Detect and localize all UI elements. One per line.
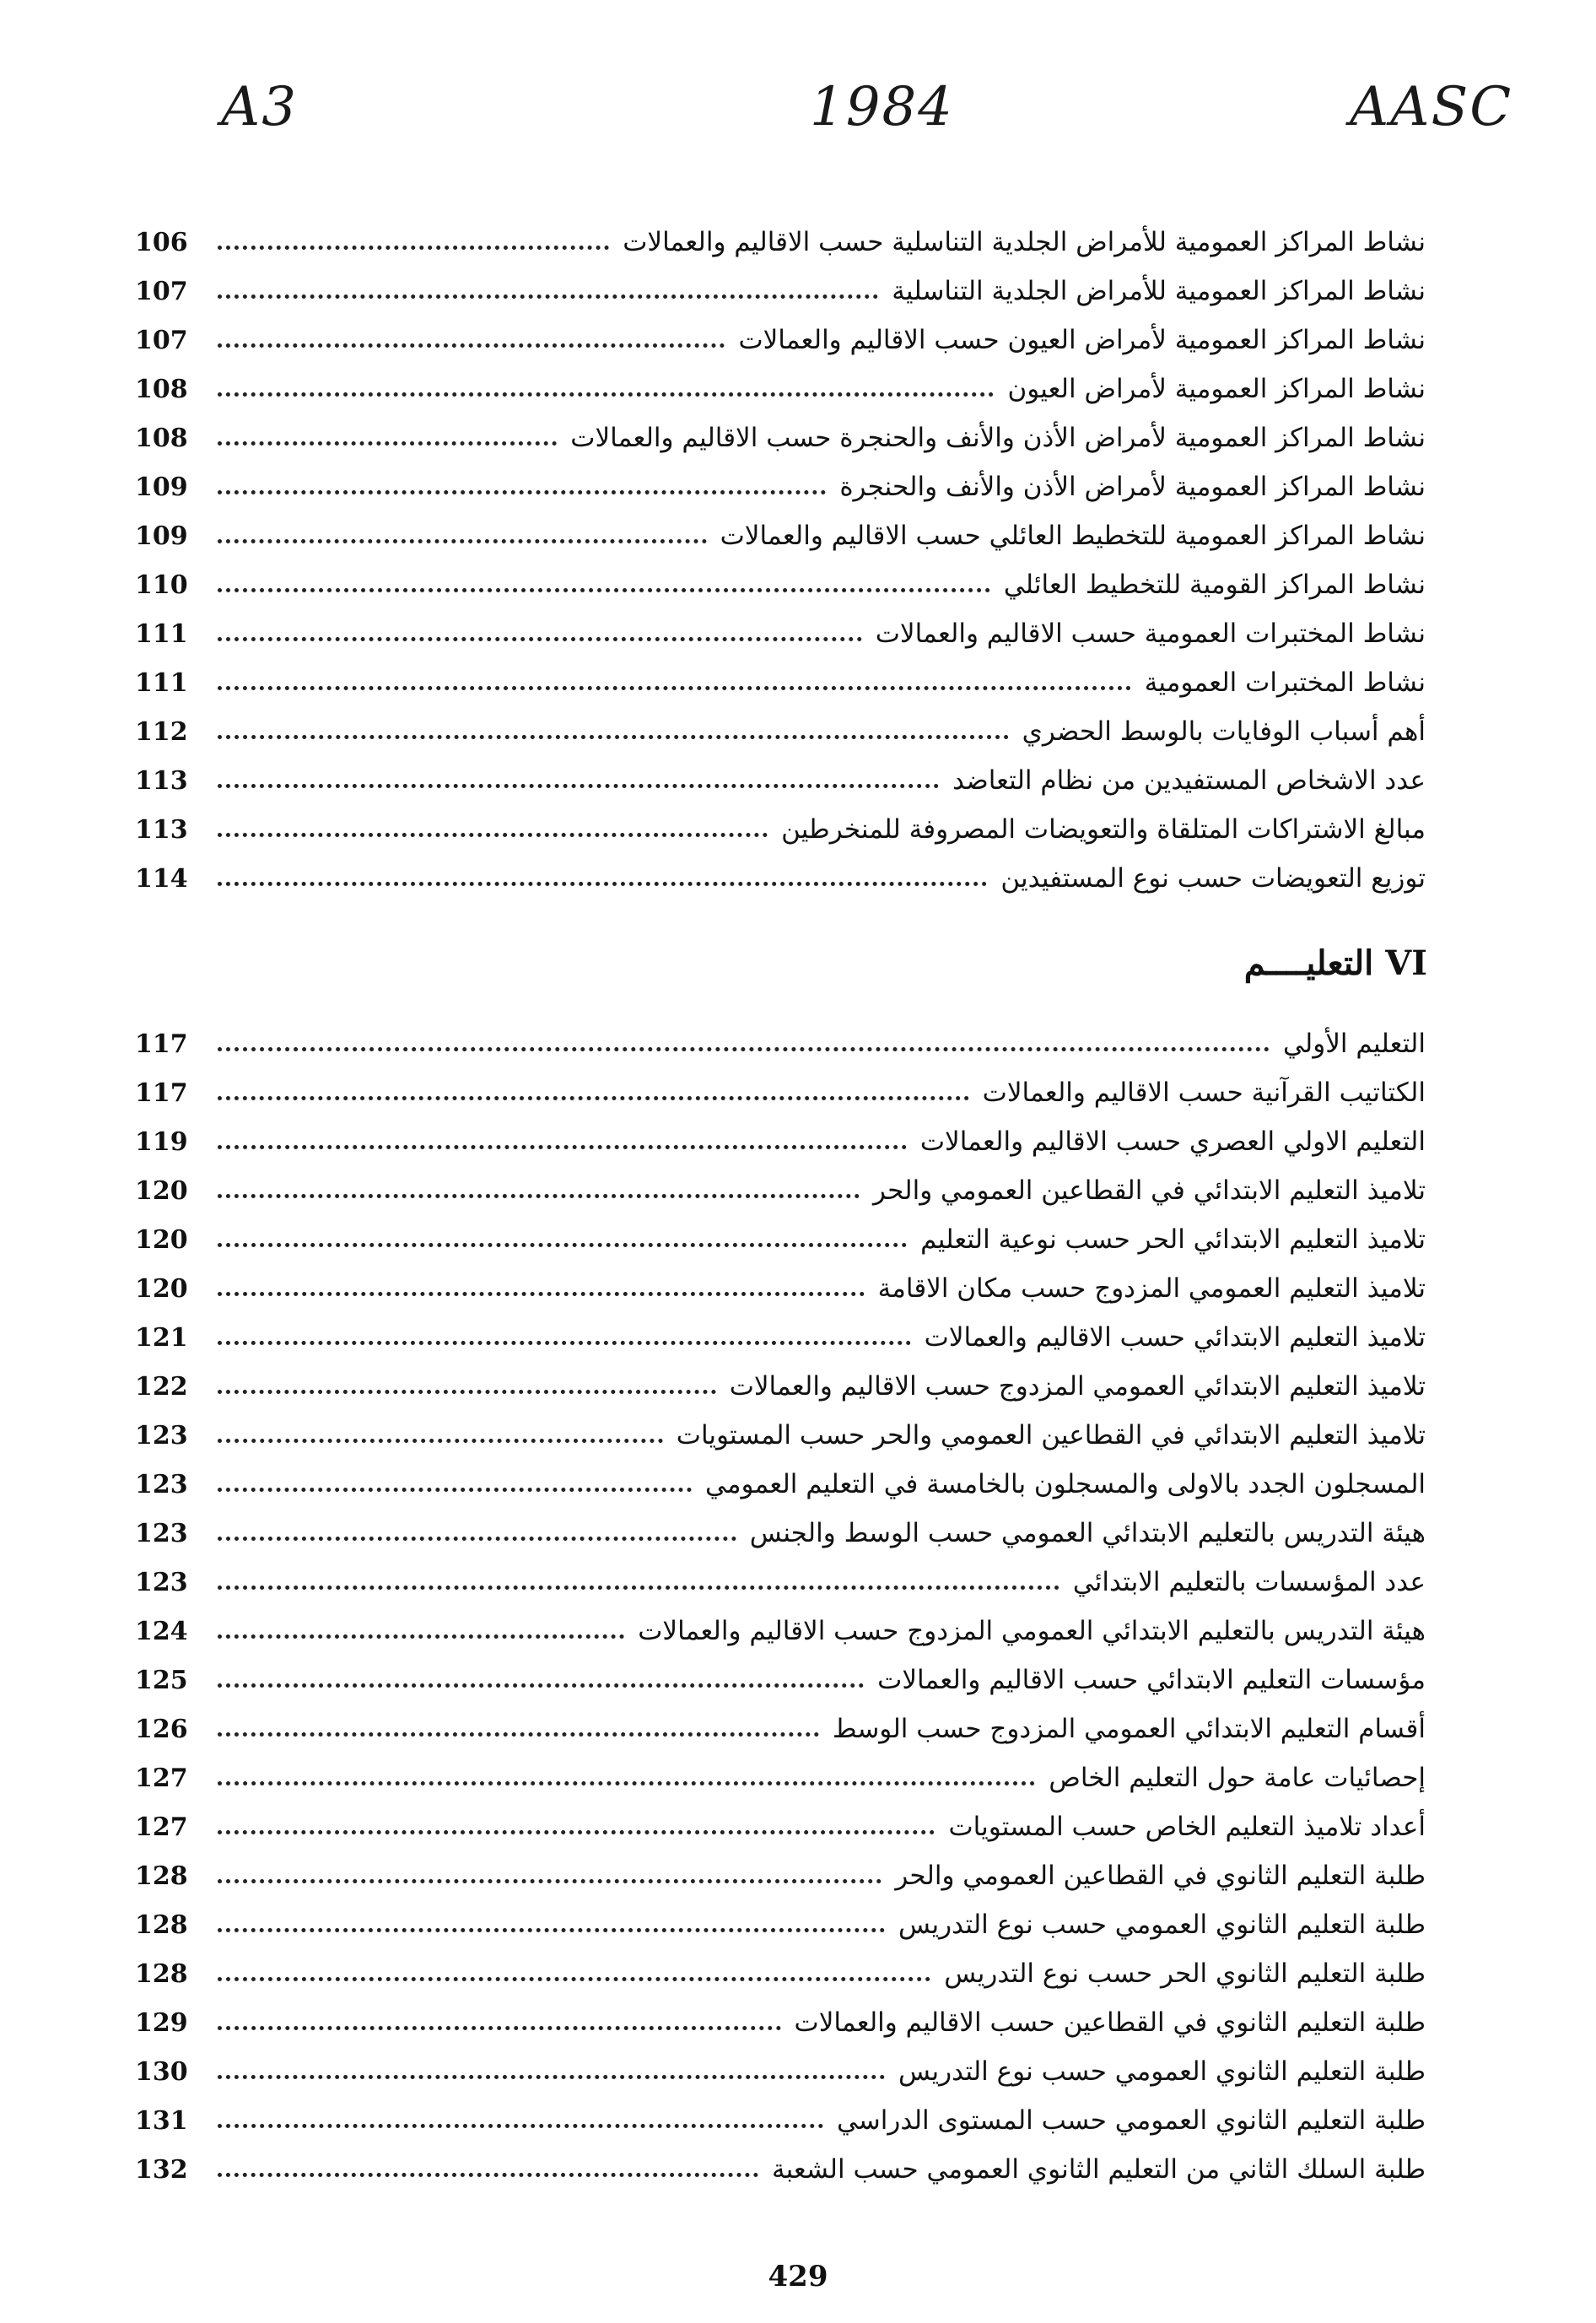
toc-entry-page: 128 <box>135 1861 188 1891</box>
toc-entry <box>135 1362 1426 1411</box>
dot-leader <box>218 1537 736 1541</box>
toc-entry <box>135 1851 1426 1900</box>
toc-entry-title: عدد المؤسسات بالتعليم الابتدائي <box>1072 1567 1426 1597</box>
toc-entry-page: 110 <box>135 570 188 600</box>
dot-leader <box>218 1096 969 1100</box>
toc-entry-title: هيئة التدريس بالتعليم الابتدائي العمومي حسب الوسط والجنس <box>749 1518 1426 1548</box>
dot-leader <box>218 246 609 250</box>
toc-entry <box>135 316 1426 365</box>
toc-entry <box>135 2145 1426 2194</box>
toc-entry <box>135 1460 1426 1509</box>
toc-entry-title: تلاميذ التعليم الابتدائي في القطاعين العمومي والحر حسب المستويات <box>676 1420 1426 1451</box>
toc-entry <box>135 511 1426 560</box>
toc-entry-page: 113 <box>135 814 188 845</box>
toc-entry-page: 125 <box>135 1665 188 1695</box>
toc-entry-page: 112 <box>135 716 188 747</box>
dot-leader <box>218 2173 758 2177</box>
toc-entry-title: نشاط المختبرات العمومية حسب الاقاليم والعمالات <box>875 619 1426 649</box>
toc-entry-title: نشاط المراكز العمومية لأمراض العيون حسب الاقاليم والعمالات <box>738 325 1426 355</box>
handwritten-note-left: A3 <box>221 76 298 138</box>
toc-list-education <box>135 1019 1426 2194</box>
toc-entry <box>135 267 1426 316</box>
toc-entry-page: 129 <box>135 2007 188 2038</box>
toc-entry-title: أقسام التعليم الابتدائي العمومي المزدوج حسب الوسط <box>832 1714 1426 1744</box>
toc-entry-page: 117 <box>135 1029 188 1059</box>
toc-entry-page: 130 <box>135 2056 188 2087</box>
dot-leader <box>218 2124 823 2128</box>
dot-leader <box>218 784 939 788</box>
dot-leader <box>218 1390 716 1394</box>
dot-leader <box>218 833 768 837</box>
dot-leader <box>218 1732 819 1737</box>
dot-leader <box>218 392 994 397</box>
toc-entry <box>135 658 1426 707</box>
dot-leader <box>218 441 557 446</box>
toc-entry-page: 127 <box>135 1812 188 1842</box>
toc-entry <box>135 413 1426 462</box>
toc-entry <box>135 707 1426 756</box>
toc-entry-title: نشاط المراكز القومية للتخطيط العائلي <box>1003 570 1426 600</box>
toc-entry-page: 122 <box>135 1371 188 1402</box>
toc-entry-title: طلبة التعليم الثانوي العمومي حسب نوع التدريس <box>898 2056 1426 2087</box>
toc-entry-title: أهم أسباب الوفايات بالوسط الحضري <box>1022 716 1426 747</box>
toc-entry-title: نشاط المختبرات العمومية <box>1144 667 1426 698</box>
toc-list-health <box>135 218 1426 903</box>
toc-entry <box>135 2096 1426 2145</box>
toc-entry-title: طلبة السلك الثاني من التعليم الثانوي العمومي حسب الشعبة <box>771 2154 1426 2185</box>
toc-entry <box>135 1215 1426 1264</box>
toc-entry <box>135 1753 1426 1802</box>
toc-entry-page: 127 <box>135 1763 188 1793</box>
toc-entry <box>135 1704 1426 1753</box>
toc-entry-page: 107 <box>135 276 188 306</box>
toc-entry-page: 123 <box>135 1420 188 1451</box>
toc-entry-title: التعليم الاولي العصري حسب الاقاليم والعمالات <box>919 1126 1426 1157</box>
toc-entry-page: 111 <box>135 619 188 649</box>
toc-entry-title: نشاط المراكز العمومية لأمراض العيون <box>1007 374 1426 404</box>
dot-leader <box>218 637 862 641</box>
toc-entry-title: هيئة التدريس بالتعليم الابتدائي العمومي المزدوج حسب الاقاليم والعمالات <box>638 1616 1426 1646</box>
toc-entry-title: إحصائيات عامة حول التعليم الخاص <box>1049 1763 1426 1793</box>
toc-entry-title: أعداد تلاميذ التعليم الخاص حسب المستويات <box>948 1812 1426 1842</box>
dot-leader <box>218 1781 1035 1785</box>
toc-entry-title: التعليم الأولي <box>1282 1029 1426 1059</box>
toc-entry-title: عدد الاشخاص المستفيدين من نظام التعاضد <box>952 765 1426 796</box>
toc-entry <box>135 805 1426 854</box>
toc-entry-page: 109 <box>135 472 188 502</box>
toc-entry <box>135 218 1426 267</box>
toc-entry-page: 120 <box>135 1224 188 1255</box>
toc-entry <box>135 756 1426 805</box>
toc-entry-title: طلبة التعليم الثانوي في القطاعين حسب الاقاليم والعمالات <box>794 2007 1426 2038</box>
toc-entry <box>135 1019 1426 1068</box>
toc-entry-title: طلبة التعليم الثانوي في القطاعين العمومي والحر <box>895 1861 1426 1891</box>
toc-entry-title: نشاط المراكز العمومية للأمراض الجلدية التناسلية حسب الاقاليم والعمالات <box>623 227 1426 257</box>
toc-entry <box>135 1607 1426 1656</box>
toc-entry-title: نشاط المراكز العمومية لأمراض الأذن والأنف والحنجرة حسب الاقاليم والعمالات <box>570 423 1426 453</box>
toc-entry-title: مؤسسات التعليم الابتدائي حسب الاقاليم والعمالات <box>877 1665 1426 1695</box>
toc-entry <box>135 1313 1426 1362</box>
toc-entry-page: 113 <box>135 765 188 796</box>
dot-leader <box>218 1830 935 1834</box>
toc-entry-title: المسجلون الجدد بالاولى والمسجلون بالخامسة في التعليم العمومي <box>705 1469 1426 1499</box>
dot-leader <box>218 1243 907 1247</box>
toc-entry-page: 106 <box>135 227 188 257</box>
toc-entry-page: 131 <box>135 2105 188 2136</box>
toc-entry <box>135 1068 1426 1117</box>
toc-entry-page: 123 <box>135 1469 188 1499</box>
toc-entry-page: 132 <box>135 2154 188 2185</box>
dot-leader <box>218 735 1009 739</box>
dot-leader <box>218 1488 692 1492</box>
toc-entry-page: 128 <box>135 1958 188 1989</box>
toc-entry <box>135 2047 1426 2096</box>
toc-entry-title: نشاط المراكز العمومية للتخطيط العائلي حسب الاقاليم والعمالات <box>720 521 1426 551</box>
toc-entry-page: 109 <box>135 521 188 551</box>
page-number: 429 <box>768 2260 828 2293</box>
toc-entry <box>135 1802 1426 1851</box>
toc-entry <box>135 365 1426 413</box>
dot-leader <box>218 343 725 348</box>
dot-leader <box>218 588 990 592</box>
toc-entry <box>135 462 1426 511</box>
dot-leader <box>218 1634 624 1639</box>
dot-leader <box>218 1292 865 1296</box>
dot-leader <box>218 882 987 886</box>
toc-entry <box>135 1949 1426 1998</box>
toc-entry-page: 119 <box>135 1126 188 1157</box>
toc-entry-title: نشاط المراكز العمومية للأمراض الجلدية التناسلية <box>892 276 1426 306</box>
toc-entry-page: 124 <box>135 1616 188 1646</box>
toc-entry-title: نشاط المراكز العمومية لأمراض الأذن والأنف والحنجرة <box>839 472 1426 502</box>
toc-entry <box>135 1166 1426 1215</box>
toc-entry-page: 117 <box>135 1078 188 1108</box>
toc-entry-title: تلاميذ التعليم الابتدائي العمومي المزدوج حسب الاقاليم والعمالات <box>729 1371 1426 1402</box>
toc-entry-page: 108 <box>135 374 188 404</box>
toc-entry-page: 120 <box>135 1273 188 1304</box>
toc-entry-page: 114 <box>135 863 188 894</box>
toc-entry <box>135 609 1426 658</box>
toc-entry-title: طلبة التعليم الثانوي العمومي حسب نوع التدريس <box>898 1910 1426 1940</box>
toc-entry-title: طلبة التعليم الثانوي العمومي حسب المستوى الدراسي <box>836 2105 1426 2136</box>
toc-entry <box>135 1509 1426 1558</box>
toc-entry <box>135 1411 1426 1460</box>
section-heading-education <box>1244 943 1427 983</box>
toc-entry-title: تلاميذ التعليم العمومي المزدوج حسب مكان الاقامة <box>877 1273 1426 1304</box>
toc-entry <box>135 560 1426 609</box>
toc-entry-page: 108 <box>135 423 188 453</box>
toc-entry <box>135 1998 1426 2047</box>
dot-leader <box>218 539 707 543</box>
dot-leader <box>218 1977 930 1981</box>
dot-leader <box>218 2026 781 2030</box>
toc-entry-page: 123 <box>135 1567 188 1597</box>
toc-entry-page: 120 <box>135 1175 188 1206</box>
toc-entry-title: توزيع التعويضات حسب نوع المستفيدين <box>1000 863 1426 894</box>
dot-leader <box>218 1879 882 1883</box>
toc-entry-title: تلاميذ التعليم الابتدائي حسب الاقاليم والعمالات <box>924 1322 1426 1353</box>
toc-entry-title: مبالغ الاشتراكات المتلقاة والتعويضات المصروفة للمنخرطين <box>781 814 1426 845</box>
toc-entry <box>135 1558 1426 1607</box>
toc-entry-title: تلاميذ التعليم الابتدائي في القطاعين العمومي والحر <box>873 1175 1426 1206</box>
toc-entry <box>135 1264 1426 1313</box>
toc-entry-page: 126 <box>135 1714 188 1744</box>
toc-entry <box>135 1656 1426 1704</box>
dot-leader <box>218 1586 1060 1590</box>
toc-entry-title: تلاميذ التعليم الابتدائي الحر حسب نوعية التعليم <box>920 1224 1426 1255</box>
toc-entry-title: طلبة التعليم الثانوي الحر حسب نوع التدريس <box>944 1958 1426 1989</box>
section-numeral: VI <box>1385 943 1427 983</box>
toc-entry <box>135 1900 1426 1949</box>
toc-entry-page: 123 <box>135 1518 188 1548</box>
toc-entry <box>135 854 1426 903</box>
dot-leader <box>218 1683 864 1688</box>
dot-leader <box>218 1047 1270 1051</box>
toc-entry <box>135 1117 1426 1166</box>
dot-leader <box>218 294 878 299</box>
toc-entry-page: 107 <box>135 325 188 355</box>
toc-entry-page: 121 <box>135 1322 188 1353</box>
dot-leader <box>218 1928 885 1932</box>
dot-leader <box>218 686 1131 690</box>
toc-entry-page: 111 <box>135 667 188 698</box>
handwritten-note-year: 1984 <box>810 76 954 138</box>
toc-entry-page: 128 <box>135 1910 188 1940</box>
dot-leader <box>218 2075 885 2079</box>
section-title: التعليــــم <box>1243 943 1374 983</box>
handwritten-note-right: AASC <box>1350 76 1513 138</box>
dot-leader <box>218 1194 860 1198</box>
dot-leader <box>218 1341 911 1345</box>
dot-leader <box>218 1439 663 1443</box>
toc-entry-title: الكتاتيب القرآنية حسب الاقاليم والعمالات <box>982 1078 1426 1108</box>
dot-leader <box>218 490 826 494</box>
dot-leader <box>218 1145 907 1149</box>
